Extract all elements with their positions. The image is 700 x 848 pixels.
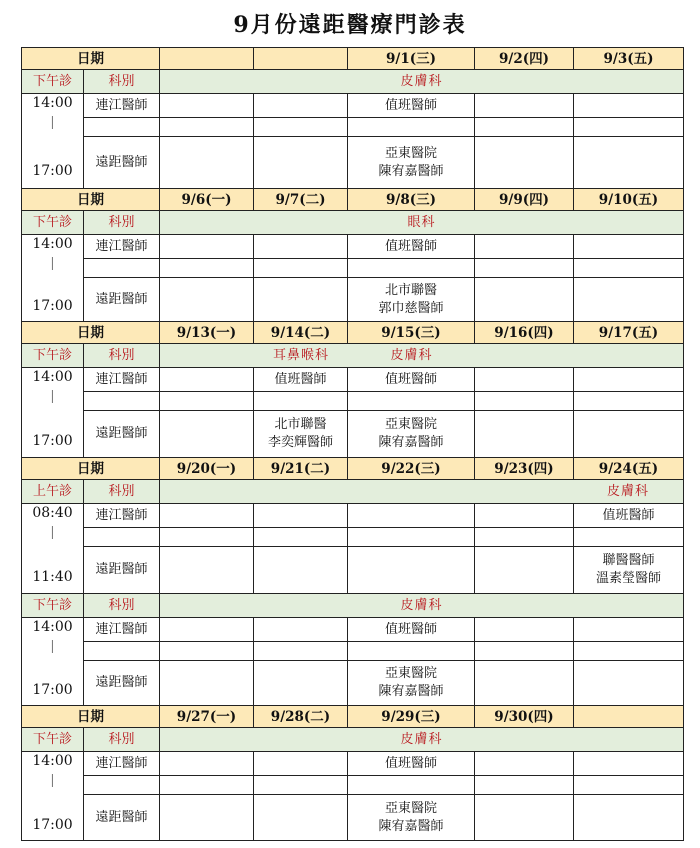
department-label: 皮膚科 bbox=[160, 728, 684, 752]
date-label: 日期 bbox=[22, 706, 160, 728]
date-cell: 9/20(一) bbox=[160, 458, 254, 480]
start-time: 14:00 | bbox=[22, 618, 84, 661]
department-derm: 皮膚科 bbox=[606, 483, 649, 499]
on-duty-doctor: 值班醫師 bbox=[574, 504, 684, 528]
on-duty-doctor: 值班醫師 bbox=[348, 618, 475, 642]
end-time: 17:00 bbox=[22, 661, 84, 706]
remote-row bbox=[22, 795, 684, 841]
remote-doctor: 亞東醫院 陳宥嘉醫師 bbox=[348, 661, 475, 706]
session-label: 上午診 bbox=[22, 480, 84, 504]
date-cell: 9/1(三) bbox=[348, 48, 475, 70]
remote-doctor: 聯醫醫師 溫素瑩醫師 bbox=[574, 547, 684, 594]
lianjiang-row bbox=[22, 235, 684, 259]
date-cell: 9/3(五) bbox=[574, 48, 684, 70]
end-time: 17:00 bbox=[22, 795, 84, 841]
start-time: 14:00 | bbox=[22, 235, 84, 278]
remote-row bbox=[22, 661, 684, 706]
end-time: 17:00 bbox=[22, 278, 84, 322]
date-cell: 9/24(五) bbox=[574, 458, 684, 480]
week-5-date-row bbox=[22, 706, 684, 728]
date-cell: 9/9(四) bbox=[475, 189, 574, 211]
start-time: 14:00 | bbox=[22, 752, 84, 795]
date-cell: 9/10(五) bbox=[574, 189, 684, 211]
on-duty-doctor: 值班醫師 bbox=[254, 368, 348, 392]
role-label: 連江醫師 bbox=[84, 504, 160, 528]
lianjiang-row bbox=[22, 504, 684, 528]
spacer-row bbox=[22, 528, 684, 547]
remote-doctor: 亞東醫院 陳宥嘉醫師 bbox=[348, 795, 475, 841]
week-3-date-row bbox=[22, 322, 684, 344]
spacer-row bbox=[22, 392, 684, 411]
role-label: 連江醫師 bbox=[84, 368, 160, 392]
date-cell: 9/7(二) bbox=[254, 189, 348, 211]
role-label: 連江醫師 bbox=[84, 618, 160, 642]
role-label: 遠距醫師 bbox=[84, 411, 160, 458]
start-time: 14:00 | bbox=[22, 368, 84, 411]
week-4-am-category-row bbox=[22, 480, 684, 504]
category-label: 科別 bbox=[84, 344, 160, 368]
lianjiang-row bbox=[22, 618, 684, 642]
lianjiang-row bbox=[22, 368, 684, 392]
week-1-date-row bbox=[22, 48, 684, 70]
spacer-row bbox=[22, 776, 684, 795]
date-cell: 9/17(五) bbox=[574, 322, 684, 344]
department-label: 眼科 bbox=[160, 211, 684, 235]
start-time: 08:40 | bbox=[22, 504, 84, 547]
category-label: 科別 bbox=[84, 594, 160, 618]
date-cell: 9/22(三) bbox=[348, 458, 475, 480]
spacer-row bbox=[22, 642, 684, 661]
session-label: 下午診 bbox=[22, 211, 84, 235]
week-5-category-row bbox=[22, 728, 684, 752]
spacer-row bbox=[22, 118, 684, 137]
remote-row bbox=[22, 278, 684, 322]
date-cell: 9/2(四) bbox=[475, 48, 574, 70]
date-cell: 9/29(三) bbox=[348, 706, 475, 728]
department-label: 皮膚科 bbox=[160, 594, 684, 618]
department-label: 皮膚科 bbox=[160, 70, 684, 94]
date-cell bbox=[254, 48, 348, 70]
role-label: 遠距醫師 bbox=[84, 661, 160, 706]
remote-doctor: 北市聯醫 李奕輝醫師 bbox=[254, 411, 348, 458]
date-label: 日期 bbox=[22, 48, 160, 70]
lianjiang-row bbox=[22, 752, 684, 776]
department-label bbox=[160, 344, 684, 368]
role-label: 遠距醫師 bbox=[84, 278, 160, 322]
on-duty-doctor: 值班醫師 bbox=[348, 368, 475, 392]
date-cell: 9/16(四) bbox=[475, 322, 574, 344]
on-duty-doctor: 值班醫師 bbox=[348, 235, 475, 259]
remote-doctor: 北市聯醫 郭巾慈醫師 bbox=[348, 278, 475, 322]
date-cell: 9/21(二) bbox=[254, 458, 348, 480]
date-cell: 9/27(一) bbox=[160, 706, 254, 728]
role-label: 遠距醫師 bbox=[84, 795, 160, 841]
week-2-date-row bbox=[22, 189, 684, 211]
date-cell: 9/14(二) bbox=[254, 322, 348, 344]
end-time: 11:40 bbox=[22, 547, 84, 594]
date-cell: 9/13(一) bbox=[160, 322, 254, 344]
category-label: 科別 bbox=[84, 70, 160, 94]
role-label: 連江醫師 bbox=[84, 752, 160, 776]
role-label: 遠距醫師 bbox=[84, 137, 160, 189]
week-4-date-row bbox=[22, 458, 684, 480]
date-cell: 9/23(四) bbox=[475, 458, 574, 480]
category-label: 科別 bbox=[84, 211, 160, 235]
week-1-category-row bbox=[22, 70, 684, 94]
role-label: 連江醫師 bbox=[84, 94, 160, 118]
remote-row bbox=[22, 411, 684, 458]
date-label: 日期 bbox=[22, 458, 160, 480]
department-ent: 耳鼻喉科 bbox=[272, 347, 329, 363]
end-time: 17:00 bbox=[22, 411, 84, 458]
department-derm: 皮膚科 bbox=[390, 347, 433, 363]
date-label: 日期 bbox=[22, 189, 160, 211]
date-cell: 9/6(一) bbox=[160, 189, 254, 211]
category-label: 科別 bbox=[84, 728, 160, 752]
lianjiang-row bbox=[22, 94, 684, 118]
role-label: 連江醫師 bbox=[84, 235, 160, 259]
week-2-category-row bbox=[22, 211, 684, 235]
end-time: 17:00 bbox=[22, 137, 84, 189]
date-cell bbox=[160, 48, 254, 70]
remote-doctor: 亞東醫院 陳宥嘉醫師 bbox=[348, 411, 475, 458]
date-cell: 9/8(三) bbox=[348, 189, 475, 211]
page-title: 9月份遠距醫療門診表 bbox=[233, 12, 467, 38]
category-label: 科別 bbox=[84, 480, 160, 504]
session-label: 下午診 bbox=[22, 728, 84, 752]
remote-row bbox=[22, 137, 684, 189]
date-cell bbox=[574, 706, 684, 728]
start-time: 14:00 | bbox=[22, 94, 84, 137]
date-label: 日期 bbox=[22, 322, 160, 344]
remote-row bbox=[22, 547, 684, 594]
department-label bbox=[160, 480, 684, 504]
date-cell: 9/15(三) bbox=[348, 322, 475, 344]
remote-doctor: 亞東醫院 陳宥嘉醫師 bbox=[348, 137, 475, 189]
on-duty-doctor: 值班醫師 bbox=[348, 752, 475, 776]
date-cell: 9/28(二) bbox=[254, 706, 348, 728]
week-3-category-row bbox=[22, 344, 684, 368]
session-label: 下午診 bbox=[22, 344, 84, 368]
on-duty-doctor: 值班醫師 bbox=[348, 94, 475, 118]
role-label: 遠距醫師 bbox=[84, 547, 160, 594]
date-cell: 9/30(四) bbox=[475, 706, 574, 728]
schedule-table bbox=[21, 47, 684, 841]
week-4-pm-category-row bbox=[22, 594, 684, 618]
session-label: 下午診 bbox=[22, 594, 84, 618]
spacer-row bbox=[22, 259, 684, 278]
session-label: 下午診 bbox=[22, 70, 84, 94]
